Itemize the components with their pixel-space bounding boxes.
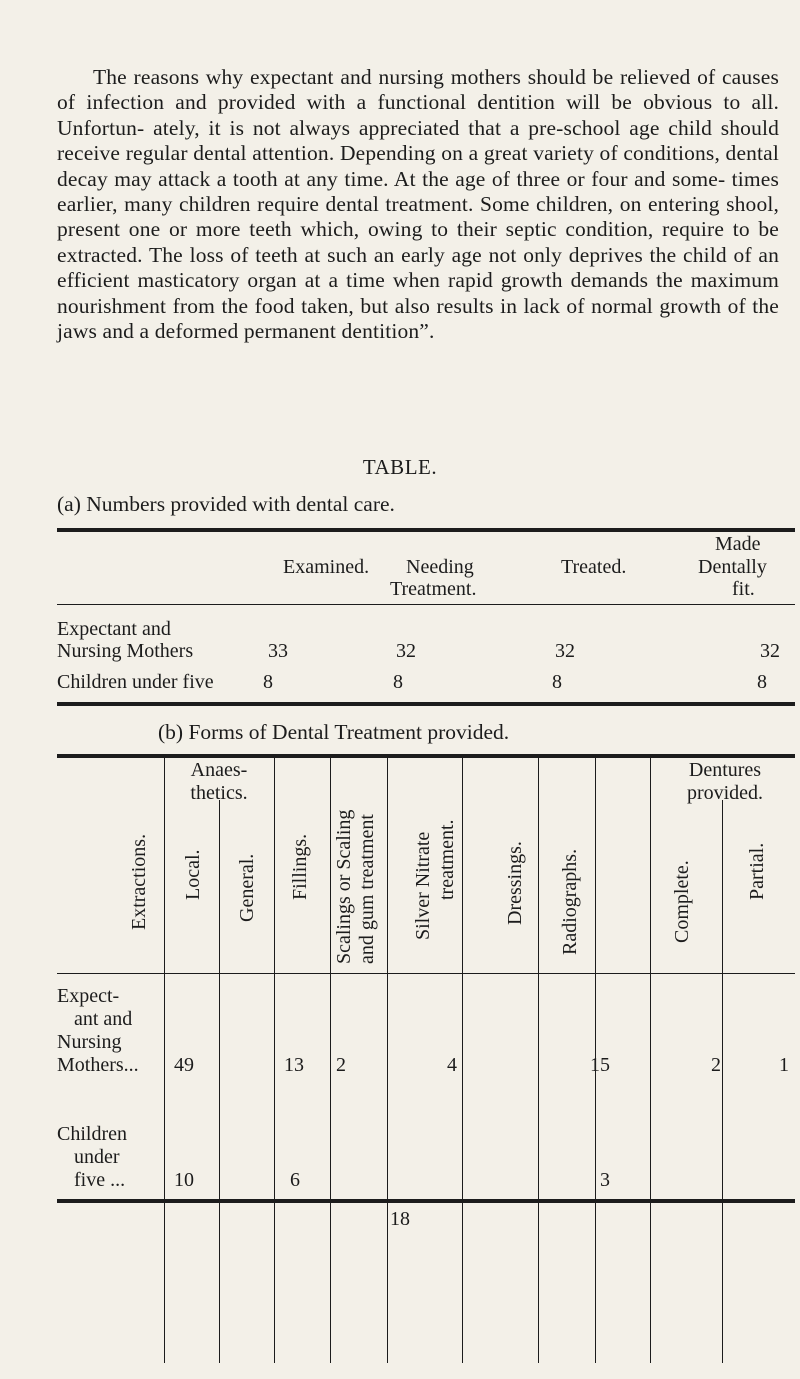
- row-label: Nursing: [57, 1031, 122, 1053]
- table-a-caption: (a) Numbers provided with dental care.: [57, 492, 395, 516]
- col-divider: [722, 800, 723, 1363]
- header-silver-2: treatment.: [436, 819, 458, 900]
- page-number: 18: [390, 1208, 410, 1230]
- header-treated: Treated.: [561, 556, 627, 578]
- cell-value: 4: [447, 1054, 457, 1076]
- table-a-bottom-rule: [57, 702, 795, 706]
- header-dressings: Dressings.: [504, 841, 526, 925]
- row-label: Children under five: [57, 671, 214, 693]
- cell-value: 33: [268, 640, 288, 662]
- cell-value: 15: [590, 1054, 610, 1076]
- cell-value: 2: [711, 1054, 721, 1076]
- table-title: TABLE.: [362, 455, 438, 479]
- row-label: Nursing Mothers: [57, 640, 194, 662]
- header-partial: Partial.: [746, 842, 768, 900]
- header-anaesthetics-2: thetics.: [190, 782, 248, 804]
- col-divider: [650, 758, 651, 1363]
- cell-value: 8: [263, 671, 273, 693]
- row-label: five ...: [74, 1169, 126, 1191]
- row-label: under: [74, 1146, 120, 1168]
- table-b-header-rule: [57, 973, 795, 974]
- header-dentures-2: provided.: [686, 782, 764, 804]
- header-complete: Complete.: [671, 860, 693, 943]
- cell-value: 1: [779, 1054, 789, 1076]
- header-treatment: Treatment.: [390, 578, 477, 600]
- cell-value: 8: [552, 671, 562, 693]
- cell-value: 49: [174, 1054, 194, 1076]
- header-radiographs: Radiographs.: [559, 848, 581, 955]
- table-a-top-rule: [57, 528, 795, 532]
- row-label: Expect-: [57, 985, 120, 1007]
- header-made: Made: [715, 533, 761, 555]
- header-local: Local.: [182, 849, 204, 900]
- header-fit: fit.: [732, 578, 755, 600]
- cell-value: 3: [600, 1169, 610, 1191]
- header-scalings-2: and gum treatment: [356, 814, 378, 964]
- cell-value: 8: [393, 671, 403, 693]
- cell-value: 8: [757, 671, 767, 693]
- header-anaesthetics-1: Anaes-: [190, 759, 248, 781]
- col-divider: [219, 800, 220, 1363]
- header-extractions: Extractions.: [128, 833, 150, 930]
- cell-value: 13: [284, 1054, 304, 1076]
- row-label: Mothers...: [57, 1054, 139, 1076]
- col-divider: [462, 758, 463, 1363]
- header-needing: Needing: [406, 556, 474, 578]
- cell-value: 32: [555, 640, 575, 662]
- table-b-bottom-rule: [57, 1199, 795, 1203]
- table-a-header-rule: [57, 604, 795, 605]
- col-divider: [538, 758, 539, 1363]
- body-paragraph: The reasons why expectant and nursing mothers should be relieved of causes of infection and provided with a functional dentition will be obvious to all. Unfortun- ately, it is not always appreciated that a pre-school age child should receive regular dental attention. Depending on a great variety of conditions, dental decay may attack a tooth at any time. At the age of three or four and some- times earlier, many children require dental treatment. Some children, on entering shool, present one or more teeth which, owing to their septic condition, require to be extracted. The loss of teeth at such an early age not only deprives the child of an efficient masticatory organ at a time when rapid growth demands the maximum nourishment from the food taken, but also results in lack of normal growth of the jaws and a deformed permanent dentition”.: [57, 65, 779, 344]
- cell-value: 6: [290, 1169, 300, 1191]
- header-silver-1: Silver Nitrate: [412, 831, 434, 940]
- col-divider: [387, 758, 388, 1363]
- cell-value: 2: [336, 1054, 346, 1076]
- header-general: General.: [236, 853, 258, 922]
- row-label: Expectant and: [57, 618, 171, 640]
- row-label: Children: [57, 1123, 127, 1145]
- header-dentures-1: Dentures: [688, 759, 762, 781]
- cell-value: 32: [396, 640, 416, 662]
- header-scalings-1: Scalings or Scaling: [333, 809, 355, 964]
- cell-value: 10: [174, 1169, 194, 1191]
- row-label: ant and: [74, 1008, 133, 1030]
- table-b-caption: (b) Forms of Dental Treatment provided.: [158, 720, 510, 744]
- header-examined: Examined.: [283, 556, 370, 578]
- cell-value: 32: [760, 640, 780, 662]
- header-dentally: Dentally: [698, 556, 767, 578]
- table-b-top-rule: [57, 754, 795, 758]
- header-fillings: Fillings.: [289, 833, 311, 900]
